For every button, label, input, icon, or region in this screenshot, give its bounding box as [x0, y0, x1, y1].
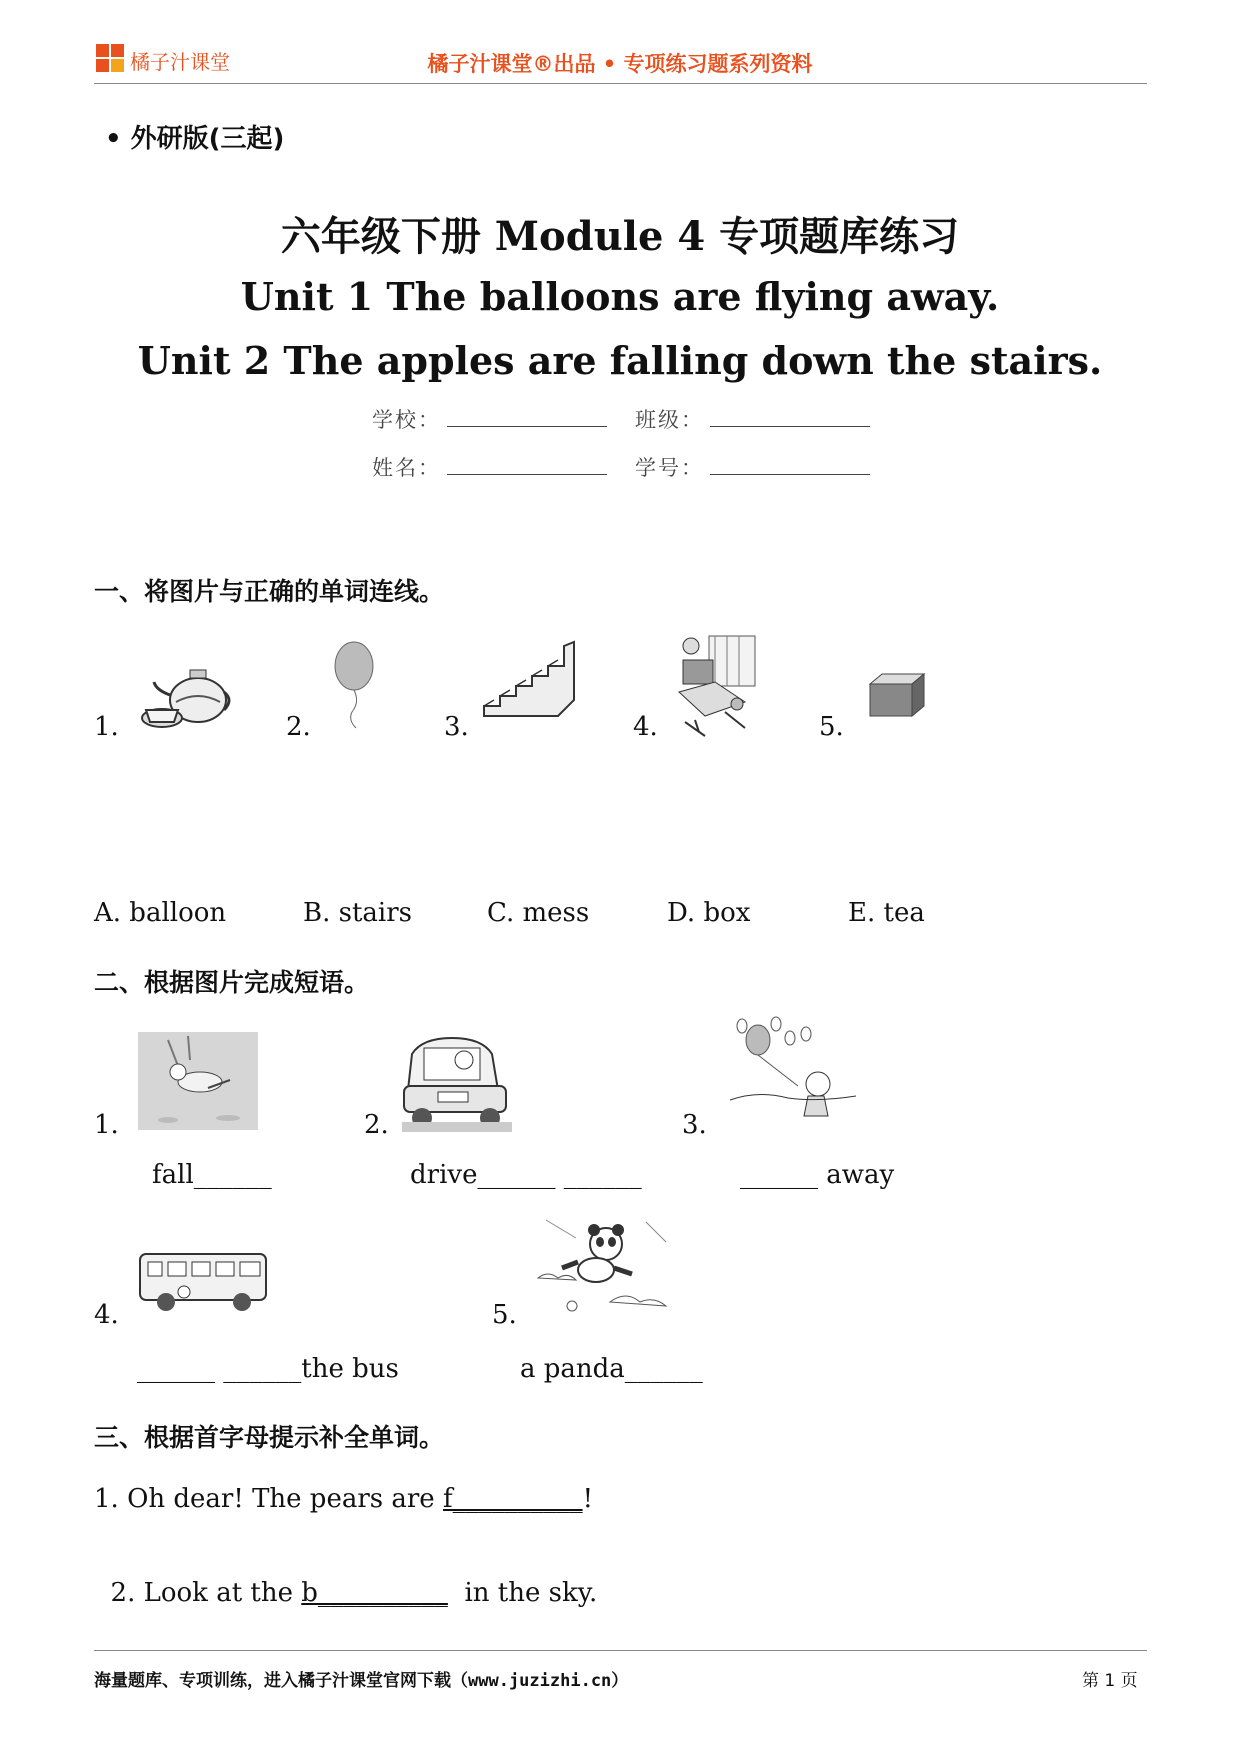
school-label: 学校： — [372, 408, 441, 432]
phrase-panda: a panda______ — [520, 1354, 703, 1384]
car-icon — [402, 1034, 512, 1132]
footer-text: 海量题库、专项训练，进入橘子汁课堂官网下载（www.juzizhi.cn） — [94, 1671, 629, 1691]
stairs-icon — [482, 640, 577, 720]
section2-heading: 二、根据图片完成短语。 — [94, 968, 370, 997]
bus-icon — [138, 1250, 270, 1316]
phrase-bus: ______ ______the bus — [137, 1354, 399, 1384]
s2-number: 4. — [94, 1300, 119, 1330]
falling-boy-icon — [138, 1032, 258, 1130]
girl-balloons-icon — [728, 1016, 858, 1126]
s1-number: 1. — [94, 712, 119, 742]
unit2-title: Unit 2 The apples are falling down the stairs. — [137, 338, 1103, 383]
header-divider — [94, 83, 1147, 84]
page-number: 第 1 页 — [1082, 1671, 1138, 1691]
box-icon — [868, 672, 926, 718]
section3-heading: 三、根据首字母提示补全单词。 — [94, 1423, 445, 1452]
phrase-drive: drive______ ______ — [410, 1160, 642, 1190]
q2-blank[interactable]: b__________ — [301, 1578, 448, 1608]
page-title: 六年级下册 Module 4 专项题库练习 — [280, 213, 960, 260]
class-field[interactable] — [635, 404, 870, 434]
question-1 — [94, 1484, 593, 1514]
option-stairs: B. stairs — [303, 898, 413, 928]
messy-room-icon — [675, 632, 760, 737]
name-field[interactable] — [372, 452, 607, 482]
q1-text: 1. Oh dear! The pears are — [94, 1484, 443, 1514]
teapot-icon — [136, 660, 236, 730]
balloon-icon — [332, 640, 377, 730]
flying-panda-icon — [536, 1218, 676, 1318]
name-label: 姓名： — [372, 456, 441, 480]
s2-number: 2. — [364, 1110, 389, 1140]
s1-number: 4. — [633, 712, 658, 742]
q1-blank[interactable]: f__________ — [442, 1484, 583, 1514]
s1-number: 5. — [819, 712, 844, 742]
student-number-label: 学号： — [635, 456, 704, 480]
s1-number: 2. — [286, 712, 311, 742]
option-balloon: A. balloon — [94, 898, 227, 928]
student-number-field[interactable] — [635, 452, 870, 482]
edition-label: • 外研版(三起) — [105, 124, 285, 154]
header-title: 橘子汁课堂®出品 • 专项练习题系列资料 — [427, 52, 813, 76]
option-box: D. box — [667, 898, 751, 928]
s2-number: 3. — [682, 1110, 707, 1140]
s1-number: 3. — [444, 712, 469, 742]
q2-suffix: in the sky. — [447, 1578, 598, 1608]
phrase-away: ______ away — [740, 1160, 895, 1190]
footer-divider — [94, 1650, 1147, 1651]
unit1-title: Unit 1 The balloons are flying away. — [240, 274, 1000, 319]
question-2 — [94, 1548, 597, 1608]
section1-heading: 一、将图片与正确的单词连线。 — [94, 577, 445, 606]
school-field[interactable] — [372, 404, 607, 434]
phrase-fall: fall______ — [152, 1160, 272, 1190]
option-mess: C. mess — [487, 898, 590, 928]
s2-number: 5. — [492, 1300, 517, 1330]
brand-name: 橘子汁课堂 — [130, 50, 230, 74]
q1-suffix: ! — [582, 1484, 594, 1514]
option-tea: E. tea — [848, 898, 925, 928]
class-label: 班级： — [635, 408, 704, 432]
q2-text: 2. Look at the — [110, 1578, 302, 1608]
s2-number: 1. — [94, 1110, 119, 1140]
